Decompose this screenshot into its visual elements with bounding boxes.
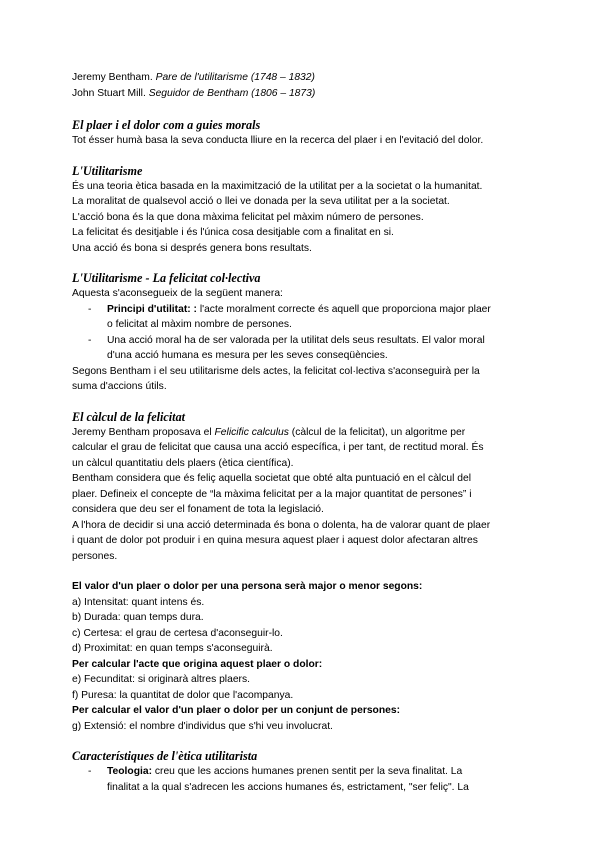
- paragraph-line: un càlcul quantitatiu dels plaers (ètica científica).: [72, 457, 294, 469]
- paragraph: Tot ésser humà basa la seva conducta lliure en la recerca del plaer i en l'evitació del dolor.: [72, 135, 484, 146]
- bullet-line: Una acció moral ha de ser valorada per la utilitat dels seus resultats. El valor moral: [107, 334, 485, 346]
- author-role: Seguidor de Bentham (1806 – 1873): [148, 87, 316, 99]
- criteria-item: d) Proximitat: en quan temps s'aconseguirà.: [72, 643, 273, 654]
- paragraph-line: L'acció bona és la que dona màxima felicitat pel màxim número de persones.: [72, 211, 424, 223]
- criteria-item: a) Intensitat: quant intens és.: [72, 596, 205, 608]
- bullet-dash: -: [88, 766, 92, 777]
- bullet-text: l'acte moralment correcte és aquell que proporciona major plaer: [196, 303, 491, 315]
- bullet-line: d'una acció humana es mesura per les seves conseqüències.: [107, 350, 388, 361]
- bullet-line: o felicitat al màxim nombre de persones.: [107, 319, 292, 330]
- bullet-line: [107, 764, 522, 780]
- author-bentham: [72, 70, 522, 86]
- paragraph-line: A l'hora de decidir si una acció determinada és bona o dolenta, ha de valorar quant de plaer: [72, 519, 491, 531]
- bullet-term: Principi d'utilitat: :: [107, 303, 197, 315]
- paragraph-line: Una acció és bona si després genera bons resultats.: [72, 242, 312, 254]
- criteria-heading: El valor d'un plaer o dolor per una persona serà major o menor segons:: [72, 581, 423, 592]
- author-name: Jeremy Bentham.: [72, 72, 153, 83]
- italic-term: Felicific calculus: [214, 426, 289, 438]
- section-title-pleasure-pain: El plaer i el dolor com a guies morals: [72, 118, 261, 132]
- bullet-term: Teologia:: [107, 766, 152, 777]
- bullet-line: finalitat a la qual s'adrecen les accions humanes és, estrictament, "ser feliç". La: [107, 781, 469, 793]
- criteria-heading: Per calcular l'acte que origina aquest plaer o dolor:: [72, 658, 323, 670]
- section-title-utilitarianism: L'Utilitarisme: [72, 163, 143, 178]
- text-run: (càlcul de la felicitat), un algoritme per: [288, 426, 466, 438]
- paragraph-line: [72, 425, 522, 441]
- paragraph-line: i quant de dolor pot produir i en quina mesura aquest plaer i aquest dolor afectaran altres: [72, 535, 478, 546]
- paragraph-line: plaer. Defineix el concepte de “la màxima felicitat per a la major quantitat de persones” i: [72, 488, 472, 500]
- paragraph-line: persones.: [72, 550, 118, 562]
- author-name: John Stuart Mill.: [72, 87, 146, 99]
- paragraph-line: La felicitat és desitjable i és l'única cosa desitjable com a finalitat en si.: [72, 227, 394, 238]
- paragraph-line: Bentham considera que és feliç aquella societat que obté alta puntuació en el càlcul del: [72, 473, 471, 484]
- author-mill: [72, 86, 522, 102]
- document-page: [72, 70, 522, 795]
- criteria-item: c) Certesa: el grau de certesa d'aconseguir-lo.: [72, 627, 283, 639]
- bullet-item: [72, 333, 522, 364]
- criteria-item: e) Fecunditat: si originarà altres plaers.: [72, 674, 250, 685]
- paragraph-line: La moralitat de qualsevol acció o llei ve donada per la seva utilitat per a la societat.: [72, 196, 450, 207]
- bullet-item: [72, 302, 522, 333]
- paragraph-line: És una teoria ètica basada en la maximització de la utilitat per a la societat o la humanitat.: [72, 180, 483, 192]
- bullet-dash: -: [88, 334, 92, 346]
- criteria-item: b) Durada: quan temps dura.: [72, 612, 204, 623]
- spacer: [72, 564, 522, 579]
- author-role: Pare de l'utilitarisme (1748 – 1832): [155, 72, 315, 83]
- section-title-happiness-calculus: El càlcul de la felicitat: [72, 409, 186, 424]
- paragraph: Aquesta s'aconsegueix de la següent manera:: [72, 288, 283, 299]
- paragraph-line: calcular el grau de felicitat que causa una acció específica, i per tant, de rectitud moral. És: [72, 442, 484, 453]
- paragraph-line: Segons Bentham i el seu utilitarisme dels actes, la felicitat col·lectiva s'aconseguirà per la: [72, 365, 480, 377]
- text-run: Jeremy Bentham proposava el: [72, 426, 215, 438]
- section-title-characteristics: Característiques de l'ètica utilitarista: [72, 749, 258, 763]
- section-title-collective-happiness: L'Utilitarisme - La felicitat col·lectiva: [72, 271, 261, 285]
- bullet-text: creu que les accions humanes prenen sentit per la seva finalitat. La: [152, 766, 463, 777]
- bullet-item: [72, 764, 522, 795]
- paragraph-line: considera que deu ser el fonament de tota la legislació.: [72, 504, 324, 515]
- criteria-item: g) Extensió: el nombre d'individus que s'hi veu involucrat.: [72, 720, 333, 732]
- bullet-dash: -: [88, 303, 92, 315]
- criteria-item: f) Puresa: la quantitat de dolor que l'acompanya.: [72, 689, 294, 701]
- paragraph-line: suma d'accions útils.: [72, 381, 167, 392]
- bullet-line: [107, 302, 522, 318]
- criteria-heading: Per calcular el valor d'un plaer o dolor per un conjunt de persones:: [72, 705, 401, 716]
